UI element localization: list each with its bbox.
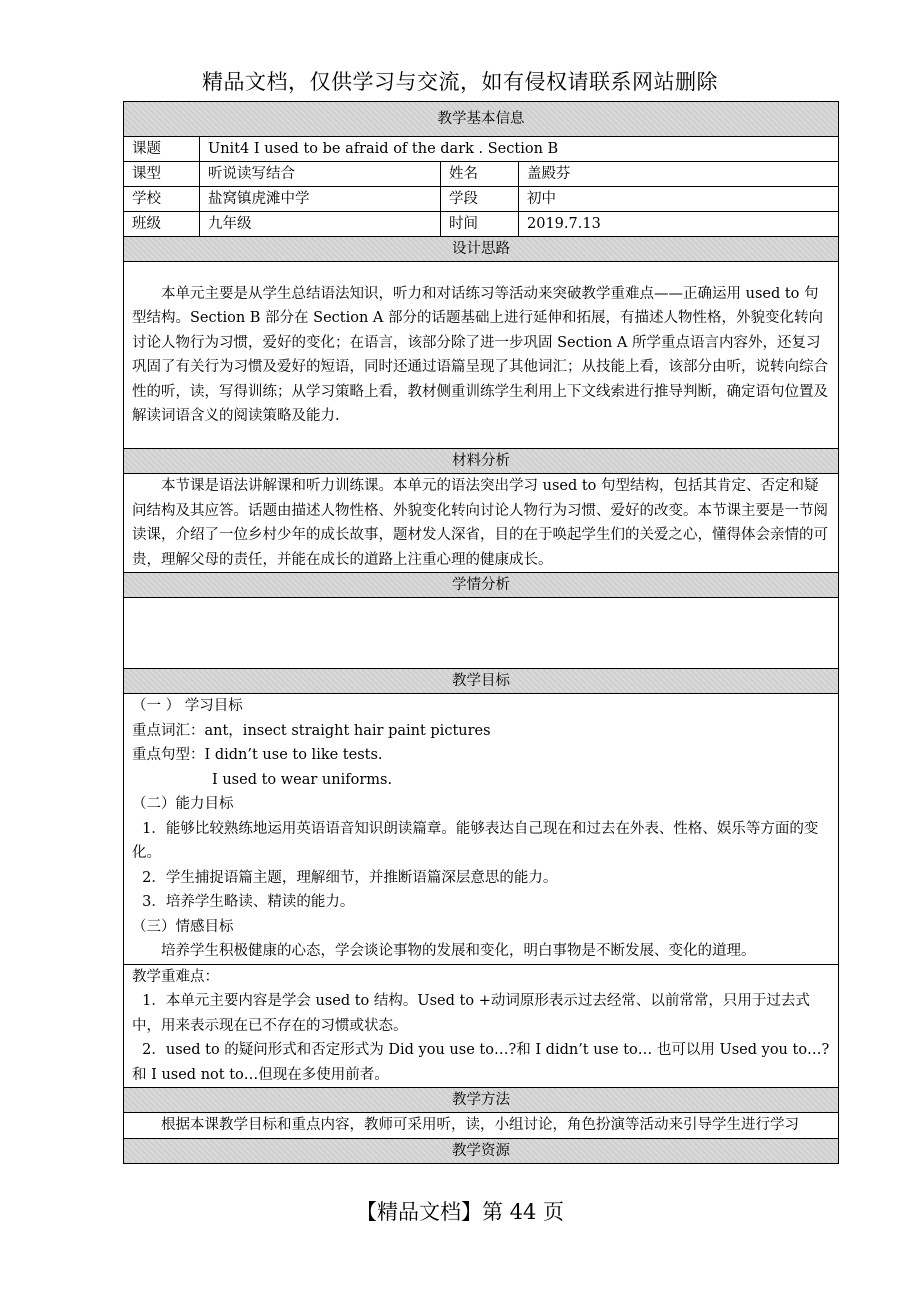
design-text: 本单元主要是从学生总结语法知识，听力和对话练习等活动来突破教学重难点——正确运用 used to 句型结构。Section B 部分在 Section A 部分的话题基础上进行延伸和拓展，有描述人物性格，外貌变化转向讨论人物行为习惯，爱好的变化；在语言，该部分除了进一步巩固 Section A 所学重点语言内容外，还复习巩固了有关行为习惯及爱好的短语，同时还通过语篇呈现了其他词汇；从技能上看，该部分由听，说转向综合性的听，读，写得训练；从学习策略上看，教材侧重训练学生利用上下文线索进行推导判断，确定语句位置及解读词语含义的阅读策略及能力. bbox=[132, 285, 828, 424]
objective-line: （一 ） 学习目标 bbox=[132, 698, 243, 714]
value-lesson-type: 听说读写结合 bbox=[200, 162, 441, 187]
objective-line: 2．学生捕捉语篇主题，理解细节，并推断语篇深层意思的能力。 bbox=[142, 869, 558, 886]
objective-line: （三）情感目标 bbox=[132, 918, 234, 935]
section-objectives-title: 教学目标 bbox=[124, 669, 839, 694]
value-class: 九年级 bbox=[200, 212, 441, 237]
label-topic: 课题 bbox=[124, 137, 200, 162]
page-footer: 【精品文档】第 44 页 bbox=[355, 1200, 565, 1224]
section-students-title: 学情分析 bbox=[124, 573, 839, 598]
section-resources-title: 教学资源 bbox=[124, 1138, 839, 1163]
section-methods-body bbox=[124, 1113, 839, 1139]
section-design-title: 设计思路 bbox=[124, 237, 839, 262]
section-objectives-body bbox=[124, 694, 839, 965]
key-point-line: 1．本单元主要内容是学会 used to 结构。Used to +动词原形表示过去经常、以前常常，只用于过去式中，用来表示现在已不存在的习惯或状态。 bbox=[132, 993, 810, 1034]
objective-line: 重点句型：I didn’t use to like tests. bbox=[132, 747, 383, 763]
label-class: 班级 bbox=[124, 212, 200, 237]
methods-text: 根据本课教学目标和重点内容，教师可采用听，读，小组讨论，角色扮演等活动来引导学生进行学习 bbox=[161, 1117, 799, 1133]
label-stage: 学段 bbox=[441, 187, 519, 212]
section-material-body bbox=[124, 474, 839, 573]
objective-line: 重点词汇：ant，insect straight hair paint pictures bbox=[132, 722, 491, 739]
value-name: 盖殿芬 bbox=[519, 162, 839, 187]
label-school: 学校 bbox=[124, 187, 200, 212]
section-students-body bbox=[124, 598, 839, 669]
value-topic: Unit4 I used to be afraid of the dark . Section B bbox=[200, 137, 839, 162]
label-name: 姓名 bbox=[441, 162, 519, 187]
objective-line: I used to wear uniforms. bbox=[212, 771, 393, 788]
objective-line: （二）能力目标 bbox=[132, 796, 234, 812]
key-points-title: 教学重难点： bbox=[132, 968, 219, 985]
label-lesson-type: 课型 bbox=[124, 162, 200, 187]
objective-line: 3．培养学生略读、精读的能力。 bbox=[142, 894, 355, 910]
section-methods-title: 教学方法 bbox=[124, 1088, 839, 1113]
section-material-title: 材料分析 bbox=[124, 449, 839, 474]
value-stage: 初中 bbox=[519, 187, 839, 212]
objective-line: 培养学生积极健康的心态，学会谈论事物的发展和变化，明白事物是不断发展、变化的道理。 bbox=[161, 943, 756, 959]
lesson-plan-table bbox=[123, 101, 839, 1164]
key-point-line: 2．used to 的疑问形式和否定形式为 Did you use to…?和 I didn’t use to… 也可以用 Used you to…?和 I used not to…但现在多使用前者。 bbox=[132, 1042, 830, 1083]
section-design-body bbox=[124, 262, 839, 449]
label-date: 时间 bbox=[441, 212, 519, 237]
page-header: 精品文档，仅供学习与交流，如有侵权请联系网站删除 bbox=[202, 70, 718, 94]
material-text: 本节课是语法讲解课和听力训练课。本单元的语法突出学习 used to 句型结构，包括其肯定、否定和疑问结构及其应答。话题由描述人物性格、外貌变化转向讨论人物行为习惯、爱好的改变。本节课主要是一节阅读课，介绍了一位乡村少年的成长故事，题材发人深省，目的在于唤起学生们的关爱之心，懂得体会亲情的可贵，理解父母的责任，并能在成长的道路上注重心理的健康成长。 bbox=[132, 478, 828, 568]
section-basic-info-title: 教学基本信息 bbox=[124, 102, 839, 137]
value-school: 盐窝镇虎滩中学 bbox=[200, 187, 441, 212]
value-date: 2019.7.13 bbox=[519, 212, 839, 237]
objective-line: 1．能够比较熟练地运用英语语音知识朗读篇章。能够表达自己现在和过去在外表、性格、娱乐等方面的变化。 bbox=[132, 820, 819, 861]
section-key-points-body bbox=[124, 964, 839, 1088]
